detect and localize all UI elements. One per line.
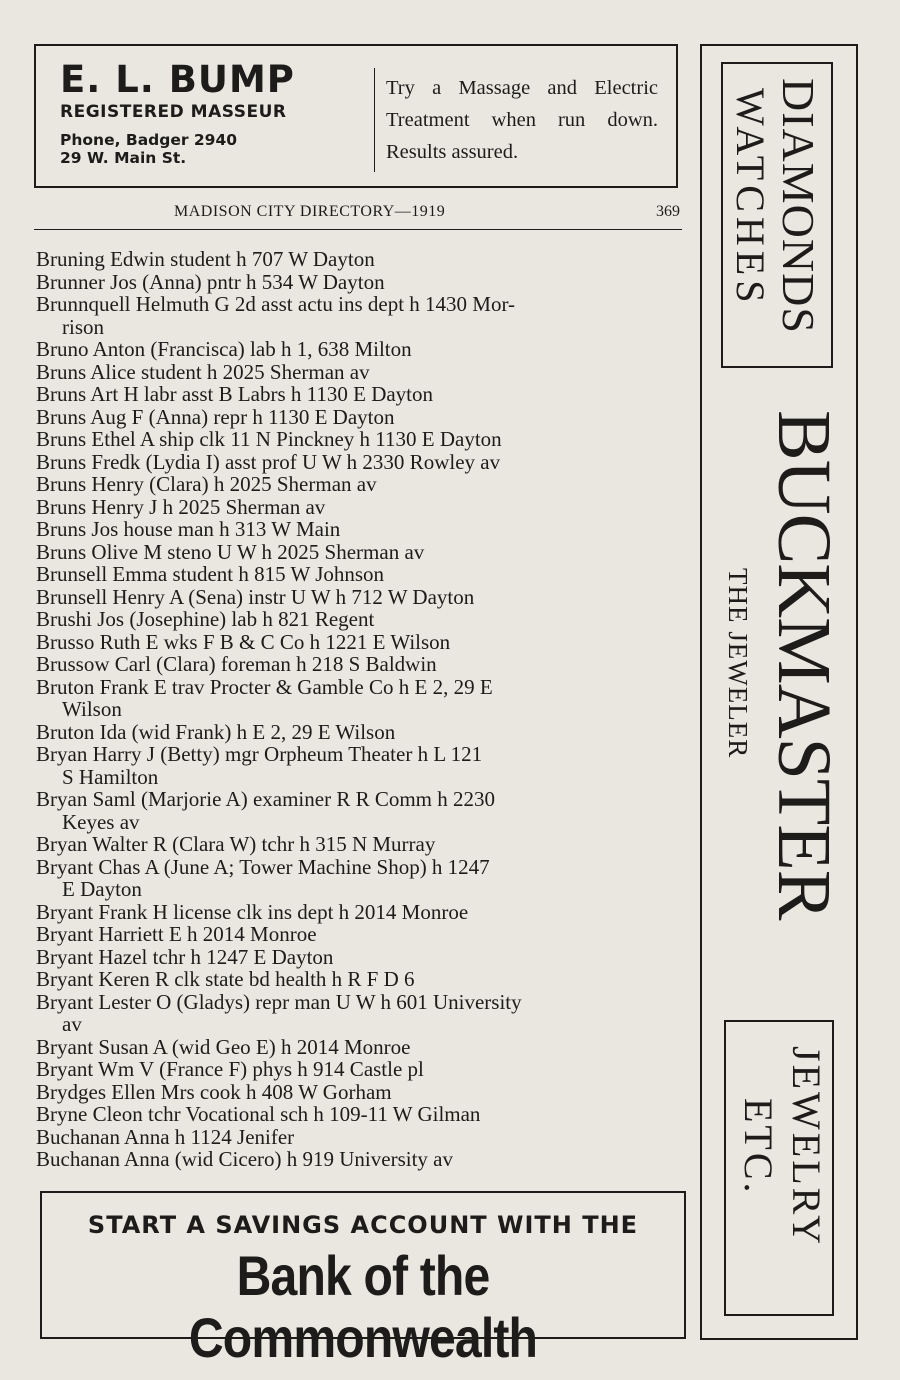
entry-text: Buchanan Anna (wid Cicero) h 919 University av (36, 1147, 453, 1171)
entry-text: Bruns Jos house man h 313 W Main (36, 517, 341, 541)
entry-text: Bruton Frank E trav Procter & Gamble Co h E 2, 29 E (36, 674, 493, 699)
directory-entry (36, 608, 686, 631)
directory-entry (36, 676, 686, 721)
directory-entry (36, 271, 686, 294)
directory-entry (36, 856, 686, 901)
masseur-title: REGISTERED MASSEUR (60, 102, 287, 122)
page-header (34, 201, 682, 230)
entry-text: Bruns Ethel A ship clk 11 N Pinckney h 1130 E Dayton (36, 427, 502, 451)
directory-entry (36, 901, 686, 924)
directory-entry (36, 248, 686, 271)
directory-entry (36, 406, 686, 429)
entry-text: Bruning Edwin student h 707 W Dayton (36, 247, 375, 271)
entry-text: Bryant Susan A (wid Geo E) h 2014 Monroe (36, 1034, 411, 1059)
directory-entry (36, 991, 686, 1036)
entry-continuation: rison (62, 314, 104, 339)
directory-entry (36, 1058, 686, 1081)
entry-text: Bryant Wm V (France F) phys h 914 Castle pl (36, 1057, 424, 1081)
entry-continuation: Wilson (62, 697, 122, 721)
masseur-name: E. L. BUMP (60, 58, 295, 101)
directory-entry (36, 1081, 686, 1104)
bank-name: Bank of the Commonwealth (188, 1244, 538, 1369)
directory-entry (36, 518, 686, 541)
entry-continuation: av (62, 1012, 82, 1036)
entry-continuation: S Hamilton (62, 764, 159, 789)
entry-text: Bruns Art H labr asst B Labrs h 1130 E Dayton (36, 382, 434, 406)
directory-title: MADISON CITY DIRECTORY—1919 (174, 203, 446, 220)
directory-entry (36, 721, 686, 744)
directory-entry (36, 653, 686, 676)
entry-text: Brusso Ruth E wks F B & C Co h 1221 E Wilson (36, 629, 451, 654)
entry-text: Bruno Anton (Francisca) lab h 1, 638 Milton (36, 337, 412, 361)
directory-entry (36, 428, 686, 451)
jeweler-name: BUCKMASTER (762, 410, 846, 920)
entry-text: Bruton Ida (wid Frank) h E 2, 29 E Wilson (36, 719, 396, 744)
entry-text: Brunner Jos (Anna) pntr h 534 W Dayton (36, 269, 385, 294)
directory-entry (36, 1148, 686, 1171)
watches-label: WATCHES (728, 88, 773, 308)
entry-text: Bryan Saml (Marjorie A) examiner R R Comm h 2230 (36, 787, 496, 811)
masseur-phone: Phone, Badger 2940 (60, 131, 238, 149)
directory-entry (36, 338, 686, 361)
masseur-info (60, 60, 380, 167)
directory-entry (36, 1103, 686, 1126)
directory-entry (36, 743, 686, 788)
directory-entry (36, 473, 686, 496)
directory-entry (36, 293, 686, 338)
directory-entry (36, 361, 686, 384)
bank-advertisement (40, 1191, 686, 1369)
entry-continuation: E Dayton (62, 877, 142, 901)
directory-entry (36, 946, 686, 969)
entry-text: Buchanan Anna h 1124 Jenifer (36, 1124, 295, 1149)
jeweler-tagline: THE JEWELER (723, 568, 753, 759)
ad-divider (374, 68, 375, 172)
masseur-advertisement (34, 44, 678, 188)
directory-entry (36, 833, 686, 856)
entry-text: Bruns Fredk (Lydia I) asst prof U W h 2330 Rowley av (36, 449, 501, 474)
entry-text: Bryant Chas A (June A; Tower Machine Shop) h 1247 (36, 854, 490, 879)
directory-entry (36, 383, 686, 406)
directory-entry (36, 1126, 686, 1149)
entry-text: Brussow Carl (Clara) foreman h 218 S Baldwin (36, 652, 437, 676)
entry-text: Brunsell Henry A (Sena) instr U W h 712 W Dayton (36, 584, 475, 609)
directory-entry (36, 631, 686, 654)
entry-text: Bruns Olive M steno U W h 2025 Sherman av (36, 539, 425, 564)
entry-text: Bryan Harry J (Betty) mgr Orpheum Theater h L 121 (36, 742, 483, 766)
entry-text: Bryant Lester O (Gladys) repr man U W h 601 University (36, 989, 522, 1014)
entry-text: Bruns Alice student h 2025 Sherman av (36, 359, 370, 384)
entry-text: Bryne Cleon tchr Vocational sch h 109-11 W Gilman (36, 1102, 481, 1126)
directory-entry (36, 968, 686, 991)
directory-entry (36, 788, 686, 833)
masseur-address: 29 W. Main St. (60, 149, 187, 167)
entry-text: Bryant Hazel tchr h 1247 E Dayton (36, 944, 334, 969)
directory-entry (36, 451, 686, 474)
jewelry-label: JEWELRY (784, 1046, 829, 1247)
entry-text: Bryan Walter R (Clara W) tchr h 315 N Murray (36, 832, 436, 856)
directory-entry (36, 541, 686, 564)
directory-entry (36, 563, 686, 586)
entry-text: Bryant Harriett E h 2014 Monroe (36, 922, 317, 946)
masseur-slogan: Try a Massage and Electric Treatment when run down. Results assured. (386, 77, 658, 163)
bank-ad-tagline: START A SAVINGS ACCOUNT WITH THE (87, 1211, 639, 1239)
diamonds-label: DIAMONDS (773, 78, 824, 334)
entry-text: Bruns Henry (Clara) h 2025 Sherman av (36, 472, 377, 496)
entry-text: Bruns Henry J h 2025 Sherman av (36, 494, 326, 519)
directory-entries (36, 248, 686, 1171)
entry-text: Bryant Keren R clk state bd health h R F D 6 (36, 967, 415, 991)
entry-text: Brydges Ellen Mrs cook h 408 W Gorham (36, 1079, 392, 1104)
entry-text: Bruns Aug F (Anna) repr h 1130 E Dayton (36, 404, 395, 429)
directory-entry (36, 586, 686, 609)
entry-continuation: Keyes av (62, 809, 140, 834)
entry-text: Brunnquell Helmuth G 2d asst actu ins dept h 1430 Mor- (36, 292, 516, 316)
directory-entry (36, 1036, 686, 1059)
entry-text: Brunsell Emma student h 815 W Johnson (36, 562, 385, 586)
directory-entry (36, 923, 686, 946)
etc-label: ETC. (736, 1098, 781, 1196)
entry-text: Bryant Frank H license clk ins dept h 2014 Monroe (36, 899, 469, 924)
entry-text: Brushi Jos (Josephine) lab h 821 Regent (36, 607, 375, 631)
page-number: 369 (656, 203, 680, 220)
directory-entry (36, 496, 686, 519)
